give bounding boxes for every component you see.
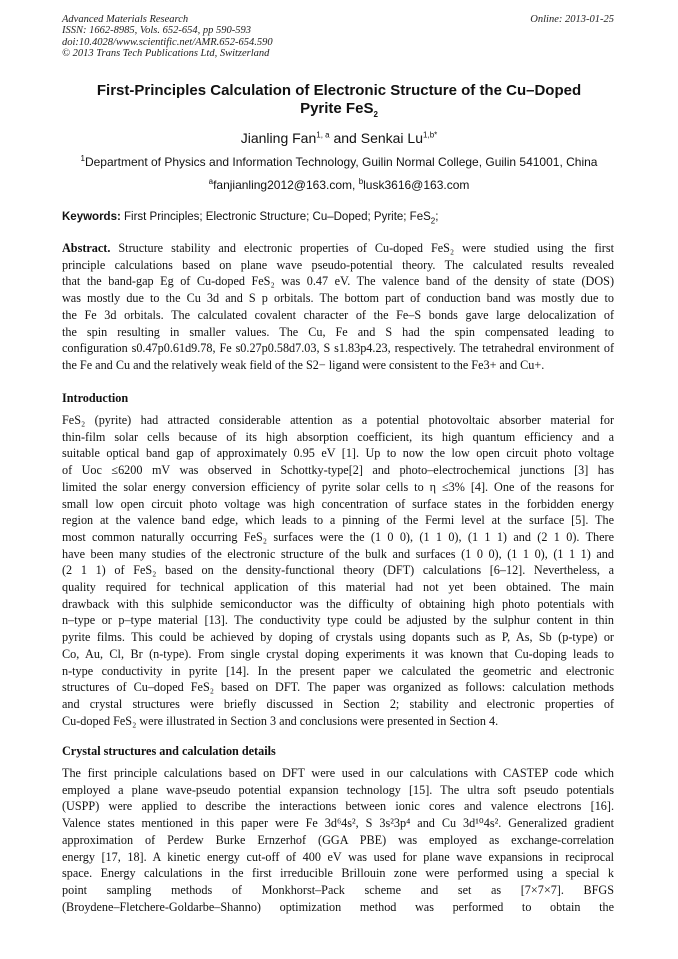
abstract-text: Structure stability and electronic properties of Cu-doped FeS₂ were studied using the first xyxy=(110,241,614,255)
paragraph-line: (2 1 1) of FeS₂ based on the density-functional theory (DFT) calculations [6–12]. Nevertheless, a xyxy=(62,563,614,578)
email-b-marker: b xyxy=(358,177,364,186)
keywords-end: ; xyxy=(435,211,439,223)
affiliation-text: Department of Physics and Information Technology, Guilin Normal College, Guilin 541001, China xyxy=(84,155,598,169)
author-emails xyxy=(0,178,678,192)
paragraph-line: Valence states mentioned in this paper were Fe 3d⁶4s², S 3s²3p⁴ and Cu 3d¹⁰4s². Generalized gradient xyxy=(62,816,614,831)
paragraph-line: thin-film solar cells because of its high absorption coefficient, its high quantum efficiency and a xyxy=(62,429,614,444)
paragraph-line: approximation of Perdew Burke Ernzerhof (GGA PBE) was employed as exchange-correlation xyxy=(62,832,614,847)
email-a[interactable]: fanjianling2012@163.com, xyxy=(213,178,359,192)
keywords-label: Keywords: xyxy=(62,211,121,223)
author-list xyxy=(0,130,678,146)
introduction-body xyxy=(62,412,614,729)
paragraph-line: of Uoc ≤6200 mV was observed in Schottky-type[2] and photo–electrochemical junctions [3] has xyxy=(62,463,614,478)
paragraph-line: FeS₂ (pyrite) had attracted considerable attention as a potential photovoltaic absorber material for xyxy=(62,413,614,427)
paragraph-line: most common naturally occurring FeS₂ surfaces were the (1 0 0), (1 1 0), (1 1 1) and (2 1 0). There xyxy=(62,529,614,544)
paragraph-line: pyrite films. This could be achieved by doping of crystals using dopants such as P, As, Sb (p-type) or xyxy=(62,630,614,645)
paragraph-line: region at the valence band edge, which leads to a pinning of the Fermi level at the surface [5]. The xyxy=(62,513,614,528)
paragraph-line: space. Energy calculations in the first irreducible Brillouin zone were performed using a special k xyxy=(62,866,614,881)
abstract-line: was mostly due to the Cu 3d and S p orbitals. The bottom part of conduction band was mostly due to xyxy=(62,291,614,306)
paragraph-line: (Broydene–Fletchere-Goldarbe–Shanno) optimization method was performed to obtain the xyxy=(62,899,614,914)
paragraph-line: suitable optical band gap of approximately 0.95 eV [1]. Up to now the low open circuit photo voltage xyxy=(62,446,614,461)
title-line-2 xyxy=(70,100,608,118)
abstract-label: Abstract. xyxy=(62,241,111,255)
abstract xyxy=(62,240,614,374)
email-b[interactable]: lusk3616@163.com xyxy=(363,178,470,192)
paragraph-line: drawback with this sulphide semiconductor was the difficulty of obtaining high photo potentials with xyxy=(62,596,614,611)
journal-header xyxy=(62,14,273,59)
paragraph-line: structures of Cu–doped FeS₂ based on DFT. The paper was organized as follows: calculation methods xyxy=(62,680,614,695)
section-heading-crystal: Crystal structures and calculation details xyxy=(62,744,276,758)
abstract-line: the Fe and Cu and the relatively weak field of the S2− ligand were consistent to the Fe3+ and Cu+. xyxy=(62,357,545,372)
abstract-line: the Fe 3d orbitals. The calculated covalent character of the Fe–S bonds gave large delocalization of xyxy=(62,307,614,322)
paper-title xyxy=(70,82,608,118)
paragraph-line: energy [17, 18]. A kinetic energy cut-off of 400 eV was used for plane wave expansions in reciprocal xyxy=(62,849,614,864)
title-line-1: First-Principles Calculation of Electronic Structure of the Cu–Doped xyxy=(96,82,582,99)
doi-line: doi:10.4028/www.scientific.net/AMR.652-654.590 xyxy=(62,36,273,48)
title-text: Pyrite FeS xyxy=(300,100,374,117)
author-conjunction: and xyxy=(329,130,361,146)
paragraph-line: have been many studies of the electronic structure of the bulk and surfaces (1 0 0), (1 1 0), (1 1 1) and xyxy=(62,546,614,561)
journal-name: Advanced Materials Research xyxy=(62,14,189,25)
issn-line: ISSN: 1662-8985, Vols. 652-654, pp 590-593 xyxy=(62,25,251,37)
keywords-subscript: 2 xyxy=(430,216,436,226)
paragraph-line: quality required for technical application of this material had not yet been obtained. The main xyxy=(62,580,614,595)
paragraph-line: Co, Au, Cl, Br (n-type). From single crystal doping experiments it was known that Cu-doping leads to xyxy=(62,646,614,661)
author-1-affil: 1, a xyxy=(316,130,330,140)
keywords xyxy=(62,211,614,226)
paragraph-line: (USPP) were applied to describe the interactions between ionic cores and valence electrons [16]. xyxy=(62,799,614,814)
affiliation-number: 1 xyxy=(80,154,85,163)
paragraph-line: small low open circuit photo voltage was high concentration of surface states in the forbidden energy xyxy=(62,496,614,511)
paragraph-line: employed a plane wave-pseudo potential expansion technology [15]. The ultra soft pseudo potentials xyxy=(62,782,614,797)
keywords-text: First Principles; Electronic Structure; Cu–Doped; Pyrite; FeS xyxy=(120,211,431,223)
paragraph-line: The first principle calculations based on DFT were used in our calculations with CASTEP code which xyxy=(62,766,614,780)
abstract-line: that the band-gap Eg of Cu-doped FeS₂ was 0.47 eV. The valence band of the density of state (DOS) xyxy=(62,274,614,289)
copyright-line: © 2013 Trans Tech Publications Ltd, Switzerland xyxy=(62,47,270,59)
crystal-body xyxy=(62,765,614,915)
paragraph-line: limited the solar energy conversion efficiency of pyrite solar cells to η ≤3% [4]. One of the reasons for xyxy=(62,479,614,494)
abstract-line: the spin resulting in smaller values. The Cu, Fe and S had the spin compensated leading to xyxy=(62,324,614,339)
section-heading-introduction: Introduction xyxy=(62,391,129,405)
paragraph-line: Cu-doped FeS₂ were illustrated in Section 3 and conclusions were presented in Section 4. xyxy=(62,713,499,728)
paragraph-line: n–type or p–type material [13]. The conductivity type could be adjusted by the sulphur content in thin xyxy=(62,613,614,628)
title-subscript: 2 xyxy=(373,110,378,119)
author-1: Jianling Fan xyxy=(240,130,317,146)
paragraph-line: point sampling methods of Monkhorst–Pack scheme and set as [7×7×7]. BFGS xyxy=(62,882,614,897)
email-a-marker: a xyxy=(208,177,214,186)
paragraph-line: n-type conductivity in pyrite [14]. In the present paper we calculated the geometric and electronic xyxy=(62,663,614,678)
online-date: Online: 2013-01-25 xyxy=(530,14,614,25)
author-2-affil: 1,b* xyxy=(423,130,438,140)
author-2: Senkai Lu xyxy=(360,130,424,146)
abstract-line xyxy=(62,240,614,257)
affiliation xyxy=(0,155,678,169)
abstract-line: principle calculations based on plane wave pseudo-potential theory. The calculated results revealed xyxy=(62,257,614,272)
abstract-line: configuration s0.47p0.61d9.78, Fe s0.27p0.58d7.03, S s1.83p4.23, respectively. The tetrahedral environment of xyxy=(62,341,614,356)
paragraph-line: and crystal structures were briefly discussed in Section 2; stability and electronic properties of xyxy=(62,696,614,711)
